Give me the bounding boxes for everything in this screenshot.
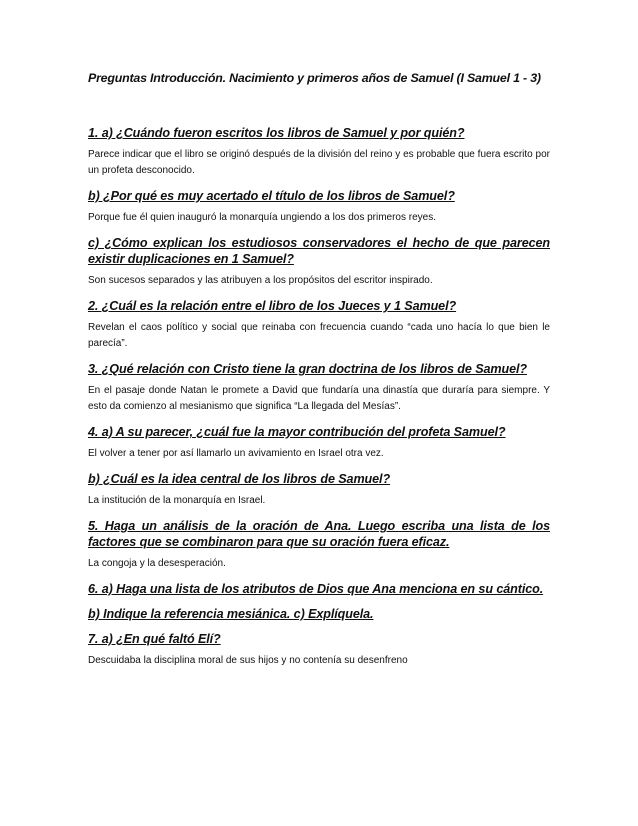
- question-block-1c: [88, 235, 550, 289]
- question-block-5: [88, 518, 550, 572]
- answer-text: Revelan el caos político y social que reinaba con frecuencia cuando “cada uno hacía lo que bien le parecía”.: [88, 322, 550, 349]
- question-list: [88, 125, 550, 678]
- question-heading: b) Indique la referencia mesiánica. c) Explíquela.: [88, 607, 374, 621]
- document-title: Preguntas Introducción. Nacimiento y primeros años de Samuel (I Samuel 1 - 3): [88, 71, 541, 85]
- question-block-6a: [88, 581, 550, 597]
- question-block-1a: [88, 125, 550, 179]
- answer-text: Descuidaba la disciplina moral de sus hijos y no contenía su desenfreno: [88, 655, 408, 666]
- question-block-7a: [88, 631, 550, 669]
- question-block-3: [88, 361, 550, 415]
- question-heading: 6. a) Haga una lista de los atributos de Dios que Ana menciona en su cántico.: [88, 582, 544, 596]
- question-heading: b) ¿Cuál es la idea central de los libros de Samuel?: [88, 472, 391, 486]
- answer-text: Porque fue él quien inauguró la monarquía ungiendo a los dos primeros reyes.: [88, 212, 436, 223]
- question-heading: 1. a) ¿Cuándo fueron escritos los libros de Samuel y por quién?: [88, 126, 465, 140]
- answer-text: La congoja y la desesperación.: [88, 558, 226, 569]
- question-heading: 5. Haga un análisis de la oración de Ana. Luego escriba una lista de los factores que se combinaron para que su oración fuera eficaz.: [88, 519, 550, 549]
- question-heading: b) ¿Por qué es muy acertado el título de los libros de Samuel?: [88, 189, 455, 203]
- answer-text: En el pasaje donde Natan le promete a David que fundaría una dinastía que duraría para siempre. Y esto da comienzo al mesianismo que significa “La llegada del Mesías”.: [88, 385, 550, 412]
- question-heading: 2. ¿Cuál es la relación entre el libro de los Jueces y 1 Samuel?: [88, 299, 457, 313]
- answer-text: Parece indicar que el libro se originó después de la división del reino y es probable que fuera escrito por un profeta desconocido.: [88, 149, 550, 176]
- question-block-6b: [88, 606, 550, 622]
- question-heading: 4. a) A su parecer, ¿cuál fue la mayor contribución del profeta Samuel?: [88, 425, 506, 439]
- answer-text: Son sucesos separados y las atribuyen a los propósitos del escritor inspirado.: [88, 275, 433, 286]
- question-heading: c) ¿Cómo explican los estudiosos conservadores el hecho de que parecen existir duplicaciones en 1 Samuel?: [88, 236, 550, 266]
- question-block-1b: [88, 188, 550, 226]
- question-heading: 7. a) ¿En qué faltó Elí?: [88, 632, 221, 646]
- question-block-2: [88, 298, 550, 352]
- question-heading: 3. ¿Qué relación con Cristo tiene la gran doctrina de los libros de Samuel?: [88, 362, 527, 376]
- answer-text: La institución de la monarquía en Israel.: [88, 495, 266, 506]
- question-block-4b: [88, 471, 550, 509]
- answer-text: El volver a tener por así llamarlo un avivamiento en Israel otra vez.: [88, 448, 384, 459]
- question-block-4a: [88, 424, 550, 462]
